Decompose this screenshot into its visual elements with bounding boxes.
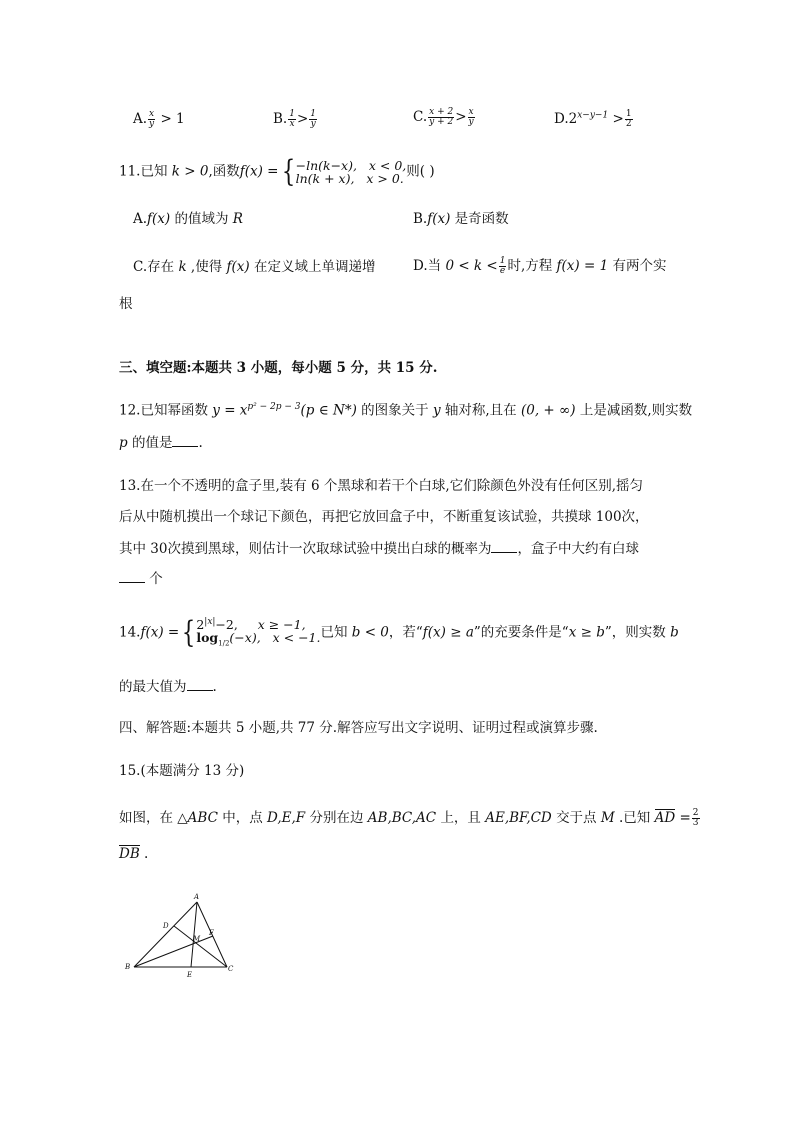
q10-option-c: C. $\frac{x + 2}{y + 2}$ > $\frac{x}{y}$ [413, 107, 474, 127]
side-ab [134, 902, 197, 967]
section4-heading: 四、解答题:本题共 5 小题,共 77 分.解答应写出文字说明、证明过程或演算步骤. [119, 720, 598, 736]
q12-line2: p 的值是 . [119, 435, 203, 451]
label-a: A [194, 893, 200, 901]
q15-line2: DB . [119, 846, 149, 862]
label-d: D [163, 922, 169, 930]
label-b: B [125, 963, 131, 971]
q11-option-c: C.存在 k ,使得 f(x) 在定义域上单调递增 [133, 259, 376, 275]
q11-option-d: D.当 0 < k < $\frac{1}{e}$ 时,方程 f(x) = 1 有两个实 [413, 256, 667, 276]
q13-line3: 其中 30次摸到黑球，则估计一次取球试验中摸出白球的概率为 ，盒子中大约有白球 [119, 541, 639, 557]
q15-line1: 如图，在 △ABC 中，点 D,E,F 分别在边 AB,BC,AC 上，且 AE,BF,CD 交于点 M .已知 AD = $\frac{2}{3}$ [119, 808, 699, 828]
q13-answer-blank-1[interactable] [491, 540, 517, 553]
section3-heading: 三、填空题:本题共 3 小题，每小题 5 分，共 15 分. [119, 360, 438, 376]
q14-line1: 14.f(x) ={ $2^{|x|}-2$, x ≥ −1, $\log_{1/2}(-x)$, x < −1. 已知 b < 0，若“f(x) ≥ a”的充要条件是“x ≥ b”，则实数 b [119, 615, 679, 651]
triangle-figure [120, 890, 250, 985]
label-c: C [228, 965, 234, 973]
segment-cd [174, 926, 227, 967]
q13-line4: 个 [119, 570, 163, 587]
q11-stem: 11.已知 k > 0,函数f(x) ={ −ln(k−x), x < 0, ln(k + x), x > 0. 则( ) [119, 154, 435, 189]
label-m: M [193, 935, 201, 943]
q11-option-d-continued: 根 [119, 296, 133, 312]
q12-answer-blank[interactable] [172, 434, 198, 447]
label-e: E [187, 971, 193, 979]
q13-line2: 后从中随机摸出一个球记下颜色，再把它放回盒子中，不断重复该试验，共摸球 100次， [119, 509, 649, 525]
q11-option-b: B.f(x) 是奇函数 [413, 211, 509, 227]
q13-line1: 13.在一个不透明的盒子里,装有 6 个黑球和若干个白球,它们除颜色外没有任何区别,摇匀 [119, 478, 644, 494]
q14-answer-blank[interactable] [187, 678, 213, 691]
q14-line2: 的最大值为 . [119, 679, 217, 695]
q15-title: 15.(本题满分 13 分) [119, 763, 245, 779]
q10-option-a: A. $\frac{x}{y}$ > 1 [133, 109, 185, 129]
label-f: F [209, 929, 214, 937]
q11-option-a: A.f(x) 的值域为 R [133, 211, 243, 227]
q10-option-d: $D.2^{x-y-1}$ > $\frac{1}{2}$ [554, 109, 632, 129]
q10-option-b: B. $\frac{1}{x}$ > $\frac{1}{y}$ [273, 109, 316, 129]
q13-answer-blank-2[interactable] [119, 570, 145, 583]
segment-bf [134, 936, 213, 967]
q12-line1: 12.已知幂函数 $y = x^{p^2 - 2p - 3}(p$ ∈ N*) 的图象关于 y 轴对称,且在 (0, + ∞) 上是减函数,则实数 [119, 402, 693, 419]
